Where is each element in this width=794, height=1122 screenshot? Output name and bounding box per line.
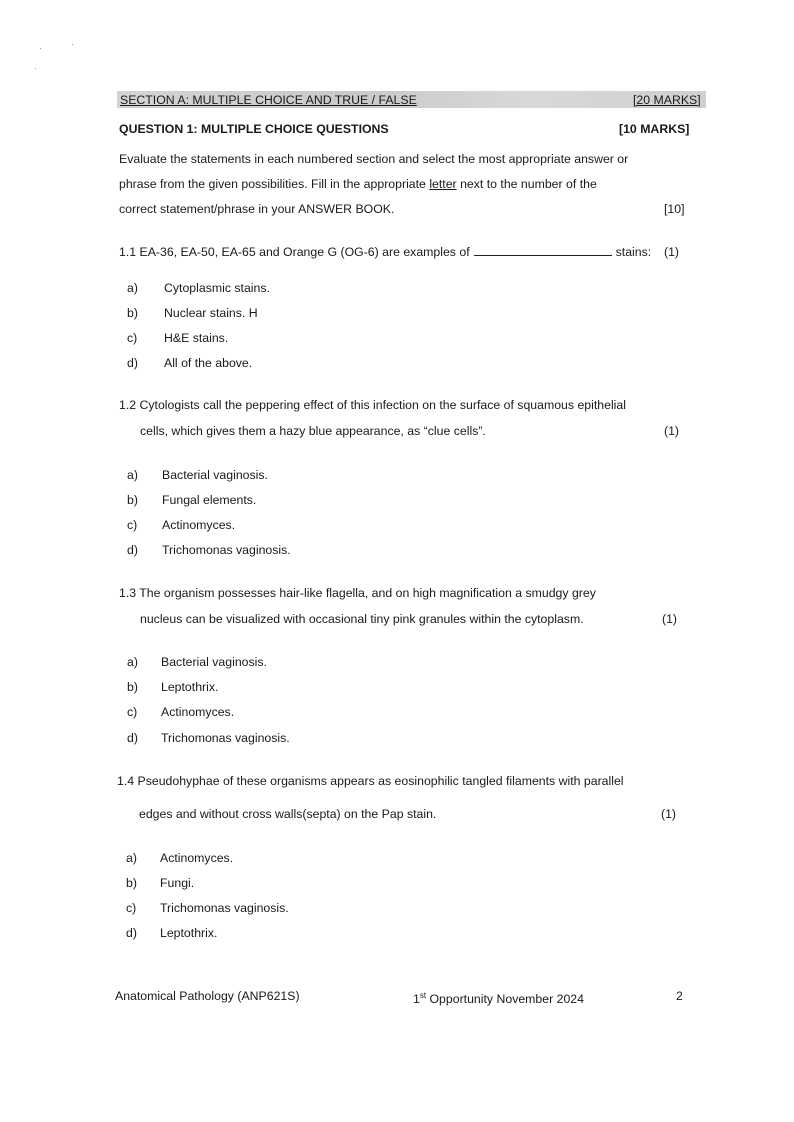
- option-text: Trichomonas vaginosis.: [162, 543, 291, 557]
- underlined-word: letter: [429, 177, 457, 191]
- text: phrase from the given possibilities. Fill in the appropriate: [119, 177, 430, 191]
- superscript: st: [419, 991, 427, 1000]
- question-stem: 1.3 The organism possesses hair-like flagella, and on high magnification a smudgy grey: [119, 586, 596, 600]
- option-text: Leptothrix.: [160, 926, 218, 940]
- option-letter: d): [126, 926, 137, 940]
- option-letter: a): [127, 281, 138, 295]
- option-text: Trichomonas vaginosis.: [160, 901, 289, 915]
- question-title: QUESTION 1: MULTIPLE CHOICE QUESTIONS: [119, 122, 389, 136]
- option-letter: d): [127, 543, 138, 557]
- question-marks: [10 MARKS]: [619, 122, 690, 136]
- option-text: Bacterial vaginosis.: [161, 655, 267, 669]
- option-letter: a): [126, 851, 137, 865]
- text: 1: [413, 992, 420, 1007]
- option-text: Trichomonas vaginosis.: [161, 731, 290, 745]
- option-letter: c): [127, 705, 138, 719]
- question-stem: [119, 244, 651, 260]
- option-text: Actinomyces.: [160, 851, 234, 865]
- text: Opportunity November 2024: [426, 992, 584, 1007]
- section-title: SECTION A: MULTIPLE CHOICE AND TRUE / FALSE: [120, 93, 417, 107]
- instructions-marks: [10]: [664, 202, 685, 216]
- question-stem: 1.2 Cytologists call the peppering effect of this infection on the surface of squamous epithelial: [119, 398, 626, 412]
- instructions-line: Evaluate the statements in each numbered section and select the most appropriate answer or: [119, 152, 629, 166]
- question-marks: (1): [664, 245, 680, 259]
- option-text: All of the above.: [164, 356, 253, 370]
- question-marks: (1): [661, 807, 677, 821]
- option-letter: b): [127, 680, 138, 694]
- footer-course: Anatomical Pathology (ANP621S): [115, 989, 300, 1003]
- option-text: H&E stains.: [164, 331, 229, 345]
- text: next to the number of the: [456, 177, 597, 191]
- option-text: Cytoplasmic stains.: [164, 281, 270, 295]
- question-marks: (1): [662, 612, 678, 626]
- footer-opportunity: [413, 988, 584, 1007]
- instructions-line: correct statement/phrase in your ANSWER BOOK.: [119, 202, 395, 216]
- option-letter: a): [127, 468, 138, 482]
- option-text: Bacterial vaginosis.: [162, 468, 268, 482]
- option-text: Fungal elements.: [162, 493, 257, 507]
- stem-text: 1.1 EA-36, EA-50, EA-65 and Orange G (OG-6) are examples of: [119, 245, 470, 259]
- option-text: Fungi.: [160, 876, 195, 890]
- option-letter: b): [126, 876, 137, 890]
- section-marks: [20 MARKS]: [633, 93, 701, 107]
- option-text: Leptothrix.: [161, 680, 219, 694]
- option-text: Actinomyces.: [162, 518, 236, 532]
- answer-blank: [474, 244, 612, 256]
- stem-text: stains:: [615, 245, 652, 259]
- question-stem: nucleus can be visualized with occasional tiny pink granules within the cytoplasm.: [140, 612, 584, 626]
- option-text: Nuclear stains. H: [164, 306, 258, 320]
- page-number: 2: [676, 989, 683, 1003]
- instructions-line: [119, 176, 597, 192]
- question-stem: edges and without cross walls(septa) on the Pap stain.: [139, 807, 437, 821]
- question-stem: cells, which gives them a hazy blue appearance, as “clue cells”.: [140, 424, 486, 438]
- option-letter: a): [127, 655, 138, 669]
- option-letter: b): [127, 493, 138, 507]
- option-letter: d): [127, 356, 138, 370]
- option-letter: b): [127, 306, 138, 320]
- question-marks: (1): [664, 424, 680, 438]
- question-stem: 1.4 Pseudohyphae of these organisms appears as eosinophilic tangled filaments with parallel: [117, 774, 624, 788]
- option-text: Actinomyces.: [161, 705, 235, 719]
- option-letter: d): [127, 731, 138, 745]
- option-letter: c): [126, 901, 137, 915]
- option-letter: c): [127, 518, 138, 532]
- option-letter: c): [127, 331, 138, 345]
